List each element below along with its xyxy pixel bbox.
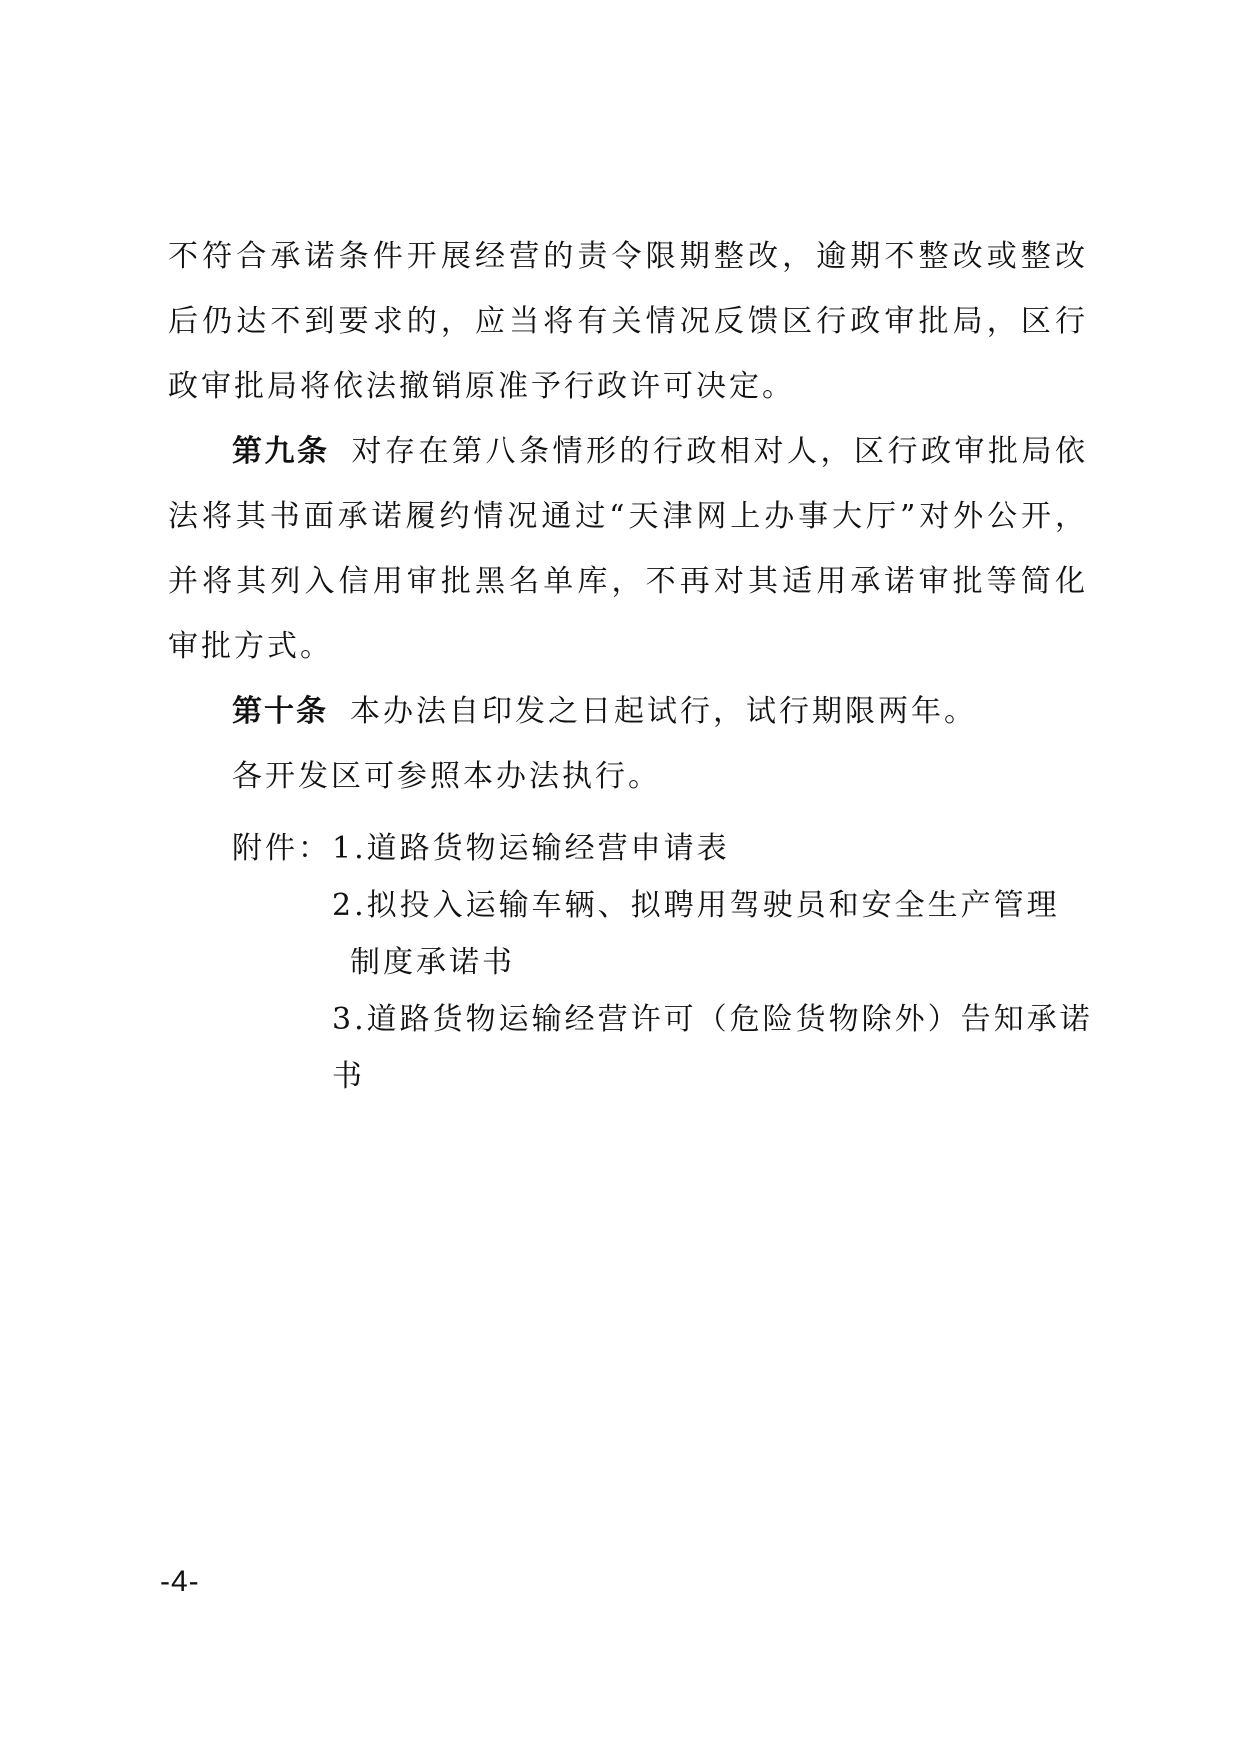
attachments-list bbox=[232, 820, 1102, 1105]
attachment-item-1: 1.道路货物运输经营申请表 bbox=[332, 831, 730, 866]
page-number: -4- bbox=[160, 1565, 200, 1598]
article-10 bbox=[168, 679, 1088, 744]
attachment-item-2 bbox=[332, 877, 1102, 991]
article-10-label: 第十条 bbox=[232, 694, 328, 729]
body-text bbox=[168, 224, 1088, 809]
closing-paragraph: 各开发区可参照本办法执行。 bbox=[232, 759, 661, 794]
article-9-label: 第九条 bbox=[232, 434, 330, 469]
paragraph-continuation: 不符合承诺条件开展经营的责令限期整改，逾期不整改或整改后仍达不到要求的，应当将有关情况反馈区行政审批局，区行政审批局将依法撤销原准予行政许可决定。 bbox=[168, 239, 1088, 404]
attachment-item-2-line1: 2.拟投入运输车辆、拟聘用驾驶员和安全生产管理 bbox=[332, 888, 1060, 923]
article-9-text: 对存在第八条情形的行政相对人，区行政审批局依法将其书面承诺履约情况通过“天津网上办事大厅”对外公开，并将其列入信用审批黑名单库，不再对其适用承诺审批等简化审批方式。 bbox=[168, 434, 1088, 664]
article-10-text: 本办法自印发之日起试行，试行期限两年。 bbox=[350, 694, 977, 729]
attachments-label: 附件： bbox=[232, 831, 331, 866]
attachment-row-3 bbox=[232, 991, 1102, 1105]
attachment-item-2-line2: 制度承诺书 bbox=[350, 945, 515, 980]
attachment-item-3: 3.道路货物运输经营许可（危险货物除外）告知承诺书 bbox=[332, 1002, 1093, 1094]
attachment-row-2 bbox=[232, 877, 1102, 991]
article-9 bbox=[168, 419, 1088, 679]
attachment-row-1 bbox=[232, 820, 1102, 877]
